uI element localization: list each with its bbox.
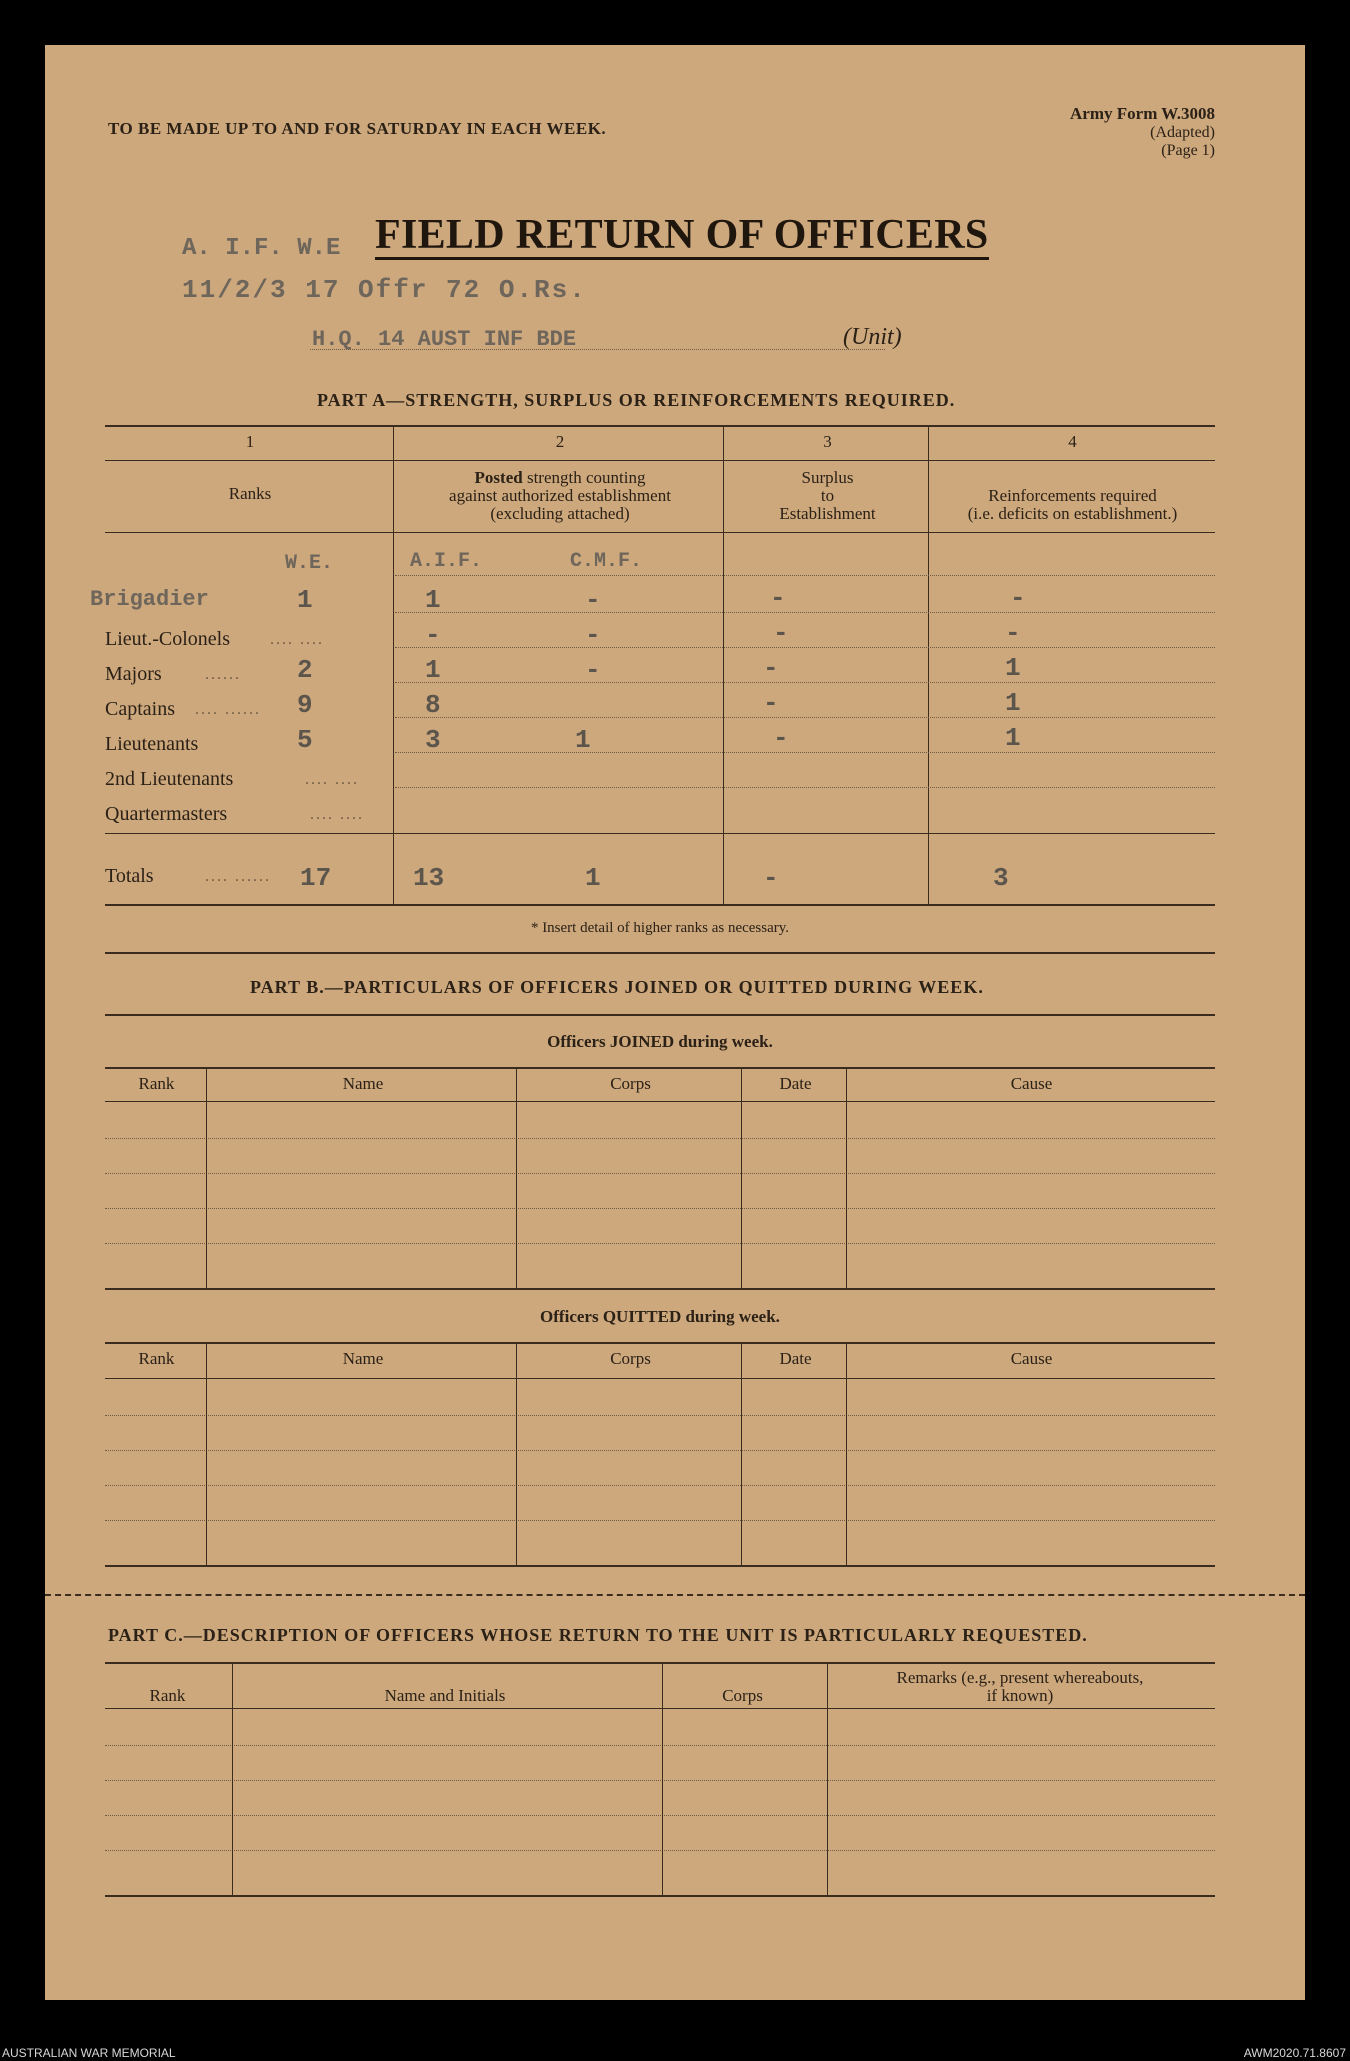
reinf-value: - <box>1010 583 1026 613</box>
part-b-title: PART B.—PARTICULARS OF OFFICERS JOINED OR QUITTED DURING WEEK. <box>250 977 984 997</box>
posted-line3: (excluding attached) <box>490 504 630 523</box>
reinf-value: 1 <box>1005 688 1021 718</box>
table-rule <box>105 833 1215 834</box>
we-value: 1 <box>297 585 313 615</box>
row-line <box>395 682 1215 684</box>
typed-aif: A.I.F. <box>410 550 483 573</box>
aif-value: 1 <box>425 585 441 615</box>
we-value: 9 <box>297 690 313 720</box>
rank-label: Lieut.-Colonels <box>105 628 230 650</box>
aif-value: - <box>425 620 441 650</box>
row-line <box>105 1450 1215 1452</box>
unit-value: H.Q. 14 AUST INF BDE <box>312 327 577 352</box>
surplus-value: - <box>773 723 789 753</box>
col-reinf-header <box>930 487 1215 523</box>
row-line <box>395 575 1215 577</box>
cmf-value: - <box>585 585 601 615</box>
totals-label: Totals <box>105 865 154 887</box>
instruction-text: TO BE MADE UP TO AND FOR SATURDAY IN EACH WEEK. <box>108 119 607 138</box>
form-sheet <box>45 45 1305 2000</box>
reinf-line2: (i.e. deficits on establishment.) <box>967 504 1178 523</box>
quitted-title: Officers QUITTED during week. <box>540 1307 780 1326</box>
table-rule <box>105 460 1215 461</box>
surplus-value: - <box>763 688 779 718</box>
row-line <box>105 1173 1215 1175</box>
col-surplus-header <box>725 469 930 523</box>
col-divider <box>741 1342 742 1565</box>
col-num-2: 2 <box>555 432 565 451</box>
col-divider <box>827 1662 828 1895</box>
col-divider <box>232 1662 233 1895</box>
leader-dots: .... .... <box>270 631 324 648</box>
footnote: * Insert detail of higher ranks as necessary. <box>530 920 790 936</box>
adapted-label: (Adapted) <box>1150 124 1215 141</box>
leader-dots: .... ...... <box>205 868 271 885</box>
quitted-col-cause: Cause <box>1010 1349 1053 1368</box>
quitted-col-name: Name <box>342 1349 384 1368</box>
typed-strength-line: 11/2/3 17 Offr 72 O.Rs. <box>182 275 587 305</box>
posted-rest: strength counting <box>526 468 646 487</box>
quitted-col-date: Date <box>779 1349 812 1368</box>
part-c-title: PART C.—DESCRIPTION OF OFFICERS WHOSE RETURN TO THE UNIT IS PARTICULARLY REQUESTED. <box>108 1625 1088 1645</box>
surplus-value: - <box>763 653 779 683</box>
rank-label: Captains <box>105 698 175 720</box>
col-divider <box>206 1342 207 1565</box>
surplus-value: - <box>773 618 789 648</box>
col-num-3: 3 <box>823 432 832 451</box>
row-line <box>105 1415 1215 1417</box>
surplus-line3: Establishment <box>779 504 876 523</box>
reinf-value: 1 <box>1005 653 1021 683</box>
row-line <box>105 1850 1215 1852</box>
aif-value: 3 <box>425 725 441 755</box>
table-rule <box>105 1378 1215 1379</box>
reinf-value: - <box>1005 618 1021 648</box>
unit-label: (Unit) <box>843 324 902 350</box>
typed-aif-we: A. I.F. W.E <box>182 235 341 262</box>
aif-value: 8 <box>425 690 441 720</box>
col-divider <box>662 1662 663 1895</box>
page-title: FIELD RETURN OF OFFICERS <box>375 212 989 258</box>
leader-dots: ...... <box>205 666 241 683</box>
footer-credit: AUSTRALIAN WAR MEMORIAL <box>2 2046 176 2060</box>
quitted-col-rank: Rank <box>138 1349 175 1368</box>
row-line <box>105 1815 1215 1817</box>
col-num-1: 1 <box>245 432 255 451</box>
posted-bold: Posted <box>474 468 523 487</box>
rank-label: Brigadier <box>90 587 209 612</box>
totals-we: 17 <box>300 863 332 893</box>
leader-dots: .... .... <box>310 806 364 823</box>
rank-label: Majors <box>105 663 162 685</box>
col-divider <box>741 1067 742 1288</box>
totals-cmf: 1 <box>585 863 601 893</box>
we-value: 2 <box>297 655 313 685</box>
row-line <box>395 647 1215 649</box>
col-divider <box>516 1342 517 1565</box>
table-rule <box>105 1288 1215 1290</box>
typed-cmf: C.M.F. <box>570 550 643 573</box>
army-form-label <box>995 105 1215 160</box>
reinf-value: 1 <box>1005 723 1021 753</box>
aif-value: 1 <box>425 655 441 685</box>
table-rule <box>105 1101 1215 1102</box>
cmf-value: - <box>585 620 601 650</box>
col-divider <box>516 1067 517 1288</box>
col-divider <box>846 1067 847 1288</box>
totals-surplus: - <box>763 863 779 893</box>
we-value: 5 <box>297 725 313 755</box>
leader-dots: .... ...... <box>195 701 261 718</box>
joined-col-corps: Corps <box>610 1074 651 1093</box>
leader-dots: .... .... <box>305 771 359 788</box>
perforation-line <box>45 1594 1305 1596</box>
posted-line2: against authorized establishment <box>449 486 671 505</box>
row-line <box>105 1485 1215 1487</box>
cmf-value: 1 <box>575 725 591 755</box>
row-line <box>105 1138 1215 1140</box>
part-a-title: PART A—STRENGTH, SURPLUS OR REINFORCEMENTS REQUIRED. <box>317 390 956 410</box>
row-line <box>105 1208 1215 1210</box>
joined-col-name: Name <box>342 1074 384 1093</box>
surplus-line2: to <box>820 486 835 505</box>
row-line <box>395 752 1215 754</box>
quitted-col-corps: Corps <box>610 1349 651 1368</box>
joined-col-date: Date <box>779 1074 812 1093</box>
col-ranks-header: Ranks <box>228 484 272 503</box>
table-rule <box>105 532 1215 533</box>
army-form-number: Army Form W.3008 <box>1070 104 1215 123</box>
col-divider <box>206 1067 207 1288</box>
totals-aif: 13 <box>413 863 445 893</box>
rank-label: Quartermasters <box>105 803 228 825</box>
reinf-line1: Reinforcements required <box>988 486 1157 505</box>
rank-label: 2nd Lieutenants <box>105 768 234 790</box>
typed-we: W.E. <box>285 552 334 575</box>
section-rule <box>105 952 1215 954</box>
table-rule <box>105 1565 1215 1567</box>
col-num-4: 4 <box>1068 432 1077 451</box>
joined-title: Officers JOINED during week. <box>547 1032 773 1051</box>
table-rule <box>105 1895 1215 1897</box>
table-rule <box>105 1067 1215 1069</box>
partc-col-remarks <box>825 1669 1215 1705</box>
totals-reinf: 3 <box>993 863 1009 893</box>
partc-col-name: Name and Initials <box>384 1686 506 1705</box>
cmf-value: - <box>585 655 601 685</box>
partc-col-corps: Corps <box>722 1686 763 1705</box>
table-rule <box>105 1708 1215 1709</box>
col-posted-header <box>395 469 725 523</box>
col-divider <box>846 1342 847 1565</box>
row-line <box>395 612 1215 614</box>
joined-col-cause: Cause <box>1010 1074 1053 1093</box>
row-line <box>105 1520 1215 1522</box>
unit-dotted-line <box>310 349 885 351</box>
remarks-line1: Remarks (e.g., present whereabouts, <box>896 1668 1144 1687</box>
row-line <box>105 1745 1215 1747</box>
table-rule <box>105 425 1215 427</box>
footer-accession: AWM2020.71.8607 <box>1243 2046 1346 2060</box>
rank-label: Lieutenants <box>105 733 199 755</box>
row-line <box>105 1780 1215 1782</box>
surplus-line1: Surplus <box>801 468 854 487</box>
table-rule <box>105 1662 1215 1664</box>
surplus-value: - <box>770 583 786 613</box>
row-line <box>105 1243 1215 1245</box>
row-line <box>395 717 1215 719</box>
row-line <box>395 787 1215 789</box>
remarks-line2: if known) <box>986 1686 1054 1705</box>
partc-col-rank: Rank <box>149 1686 186 1705</box>
page-label: (Page 1) <box>1161 142 1215 159</box>
joined-col-rank: Rank <box>138 1074 175 1093</box>
table-rule <box>105 904 1215 906</box>
section-rule <box>105 1014 1215 1016</box>
table-rule <box>105 1342 1215 1344</box>
